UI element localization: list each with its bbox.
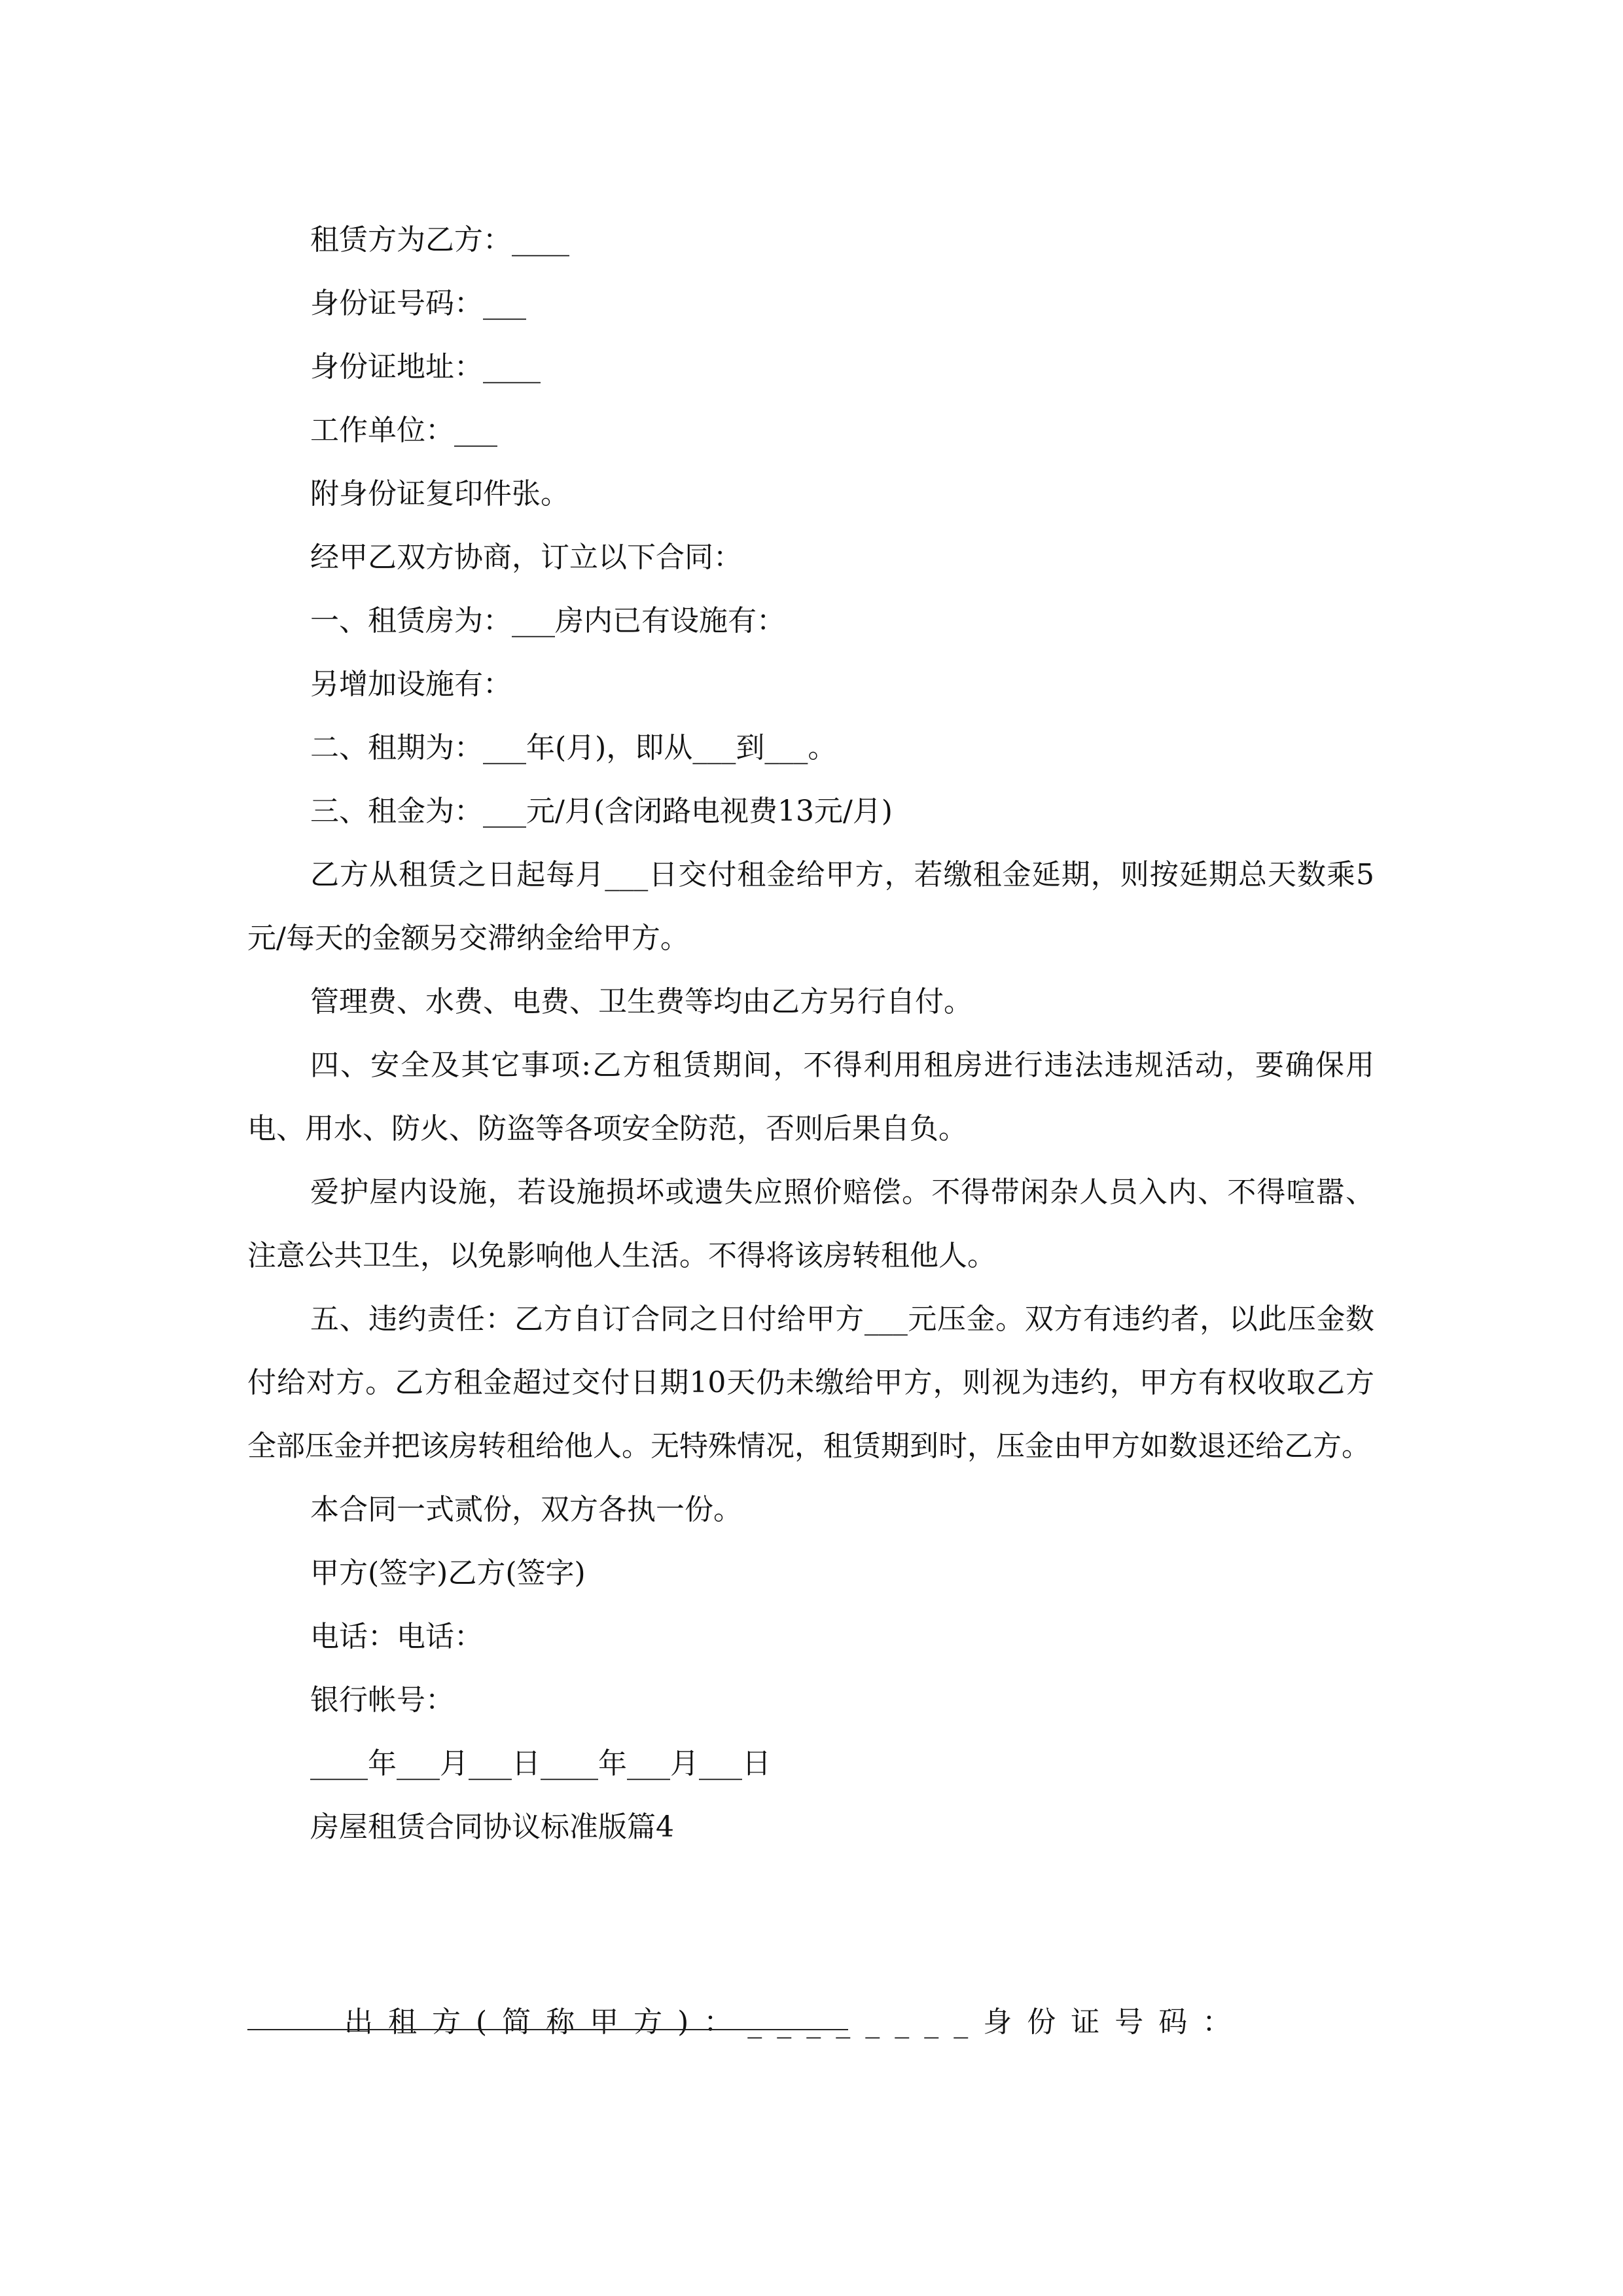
agreement-intro: 经甲乙双方协商，订立以下合同： xyxy=(310,541,742,574)
lessee-name-line: 租赁方为乙方：____ xyxy=(310,223,569,257)
phone-line: 电话：电话： xyxy=(310,1620,483,1653)
footnote-divider xyxy=(247,2029,848,2030)
additional-facilities: 另增加设施有： xyxy=(310,668,512,701)
copies-paragraph: 本合同一式贰份，双方各执一份。 xyxy=(310,1493,742,1526)
id-copy-note: 附身份证复印件张。 xyxy=(310,477,569,511)
id-number-line: 身份证号码：___ xyxy=(310,287,526,320)
clause-5-liability: 五、违约责任：乙方自订合同之日付给甲方___元压金。双方有违约者，以此压金数付给对方。乙方租金超过交付日期10天仍未缴给甲方，则视为违约，甲方有权收取乙方全部压金并把该房转租给他人。无特殊情况，租赁期到时，压金由甲方如数退还给乙方。 xyxy=(247,1302,1374,1463)
lessor-id-line xyxy=(247,1927,1374,2117)
fees-paragraph: 管理费、水费、电费、卫生费等均由乙方另行自付。 xyxy=(310,985,972,1018)
rent-payment-paragraph: 乙方从租赁之日起每月___日交付租金给甲方，若缴租金延期，则按延期总天数乘5元/每天的金额另交滞纳金给甲方。 xyxy=(247,858,1374,955)
document-body xyxy=(247,208,1374,1859)
signature-line: 甲方(签字)乙方(签字) xyxy=(310,1556,586,1590)
facilities-care-paragraph: 爱护屋内设施，若设施损坏或遗失应照价赔偿。不得带闲杂人员入内、不得喧嚣、注意公共卫生，以免影响他人生活。不得将该房转租他人。 xyxy=(247,1175,1374,1272)
clause-1-premises: 一、租赁房为：___房内已有设施有： xyxy=(310,604,785,637)
clause-2-term: 二、租期为：___年(月)，即从___到___。 xyxy=(310,731,837,764)
id-address-line: 身份证地址：____ xyxy=(310,350,541,384)
section-heading: 房屋租赁合同协议标准版篇4 xyxy=(310,1810,674,1844)
date-line: ____年___月___日____年___月___日 xyxy=(310,1747,771,1780)
work-unit-line: 工作单位：___ xyxy=(310,414,497,447)
bank-account-line: 银行帐号： xyxy=(310,1683,454,1717)
lessor-id-text: 出租方(简称甲方)：________身份证号码： xyxy=(344,2005,1247,2039)
clause-3-rent: 三、租金为：___元/月(含闭路电视费13元/月) xyxy=(310,795,893,828)
clause-4-safety: 四、安全及其它事项:乙方租赁期间，不得利用租房进行违法违规活动，要确保用电、用水、防火、防盗等各项安全防范，否则后果自负。 xyxy=(247,1049,1374,1145)
